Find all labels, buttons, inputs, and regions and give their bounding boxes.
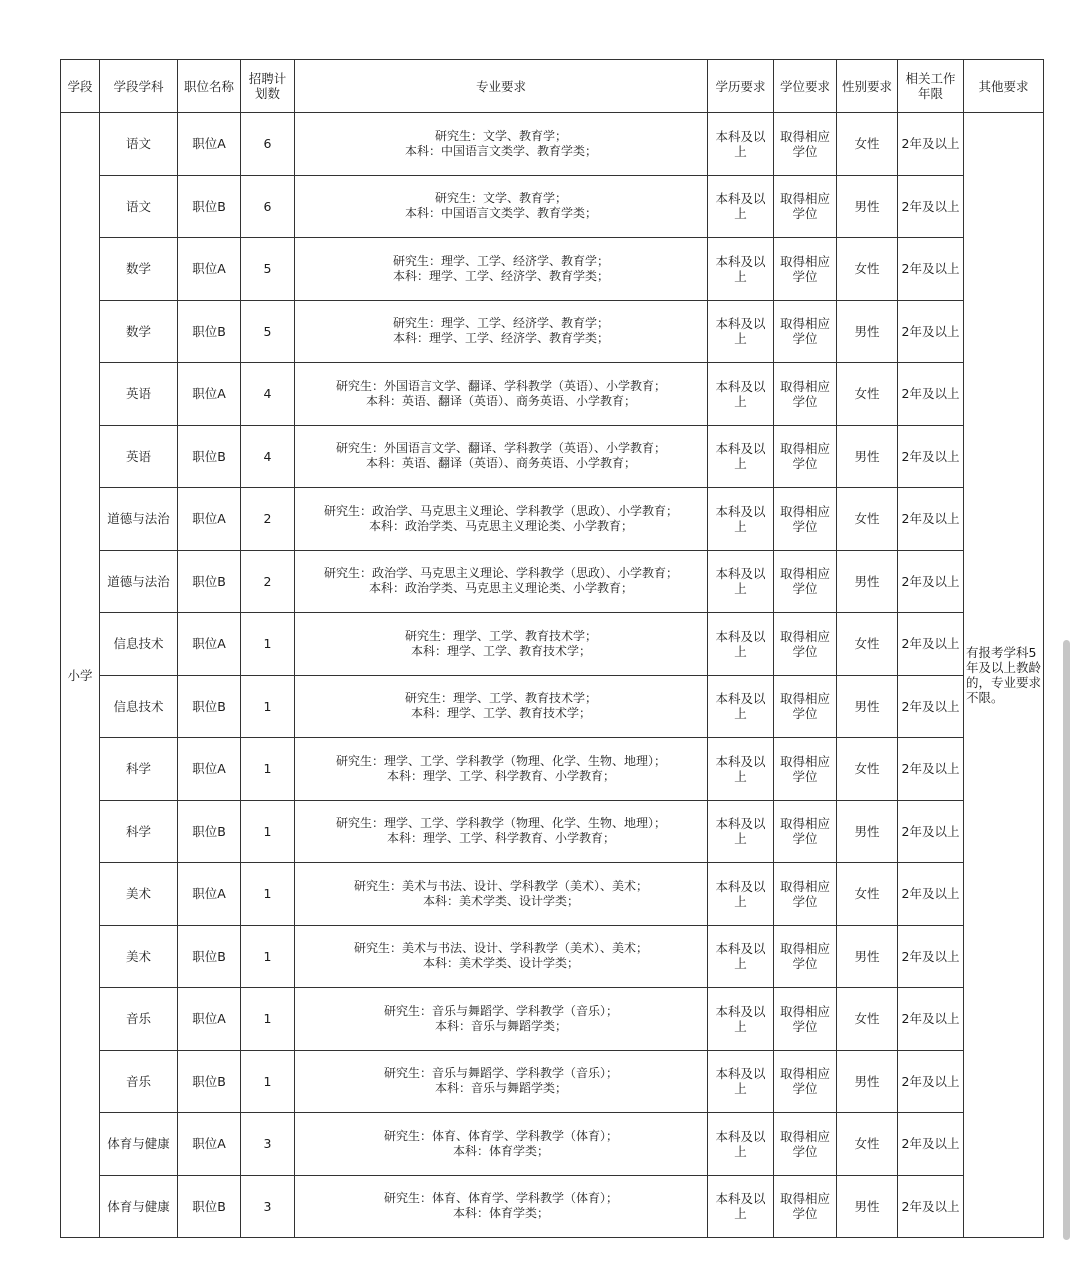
- gender-cell: 男性: [837, 300, 898, 363]
- table-row: [61, 613, 1044, 676]
- education-cell: 本科及以上: [708, 175, 774, 238]
- subject-cell: 科学: [100, 800, 178, 863]
- recruitment-table: [60, 59, 1044, 1238]
- gender-cell: 男性: [837, 1050, 898, 1113]
- experience-cell: 2年及以上: [898, 175, 964, 238]
- degree-cell: 取得相应学位: [774, 488, 837, 551]
- subject-cell: 英语: [100, 425, 178, 488]
- position-cell: 职位B: [178, 175, 241, 238]
- plan-cell: 1: [241, 988, 295, 1051]
- table-row: [61, 988, 1044, 1051]
- table-row: [61, 113, 1044, 176]
- header-gender: 性别要求: [837, 60, 898, 113]
- table-row: [61, 738, 1044, 801]
- experience-cell: 2年及以上: [898, 113, 964, 176]
- subject-cell: 音乐: [100, 988, 178, 1051]
- education-cell: 本科及以上: [708, 113, 774, 176]
- subject-cell: 道德与法治: [100, 550, 178, 613]
- subject-cell: 语文: [100, 175, 178, 238]
- table-row: [61, 425, 1044, 488]
- plan-cell: 5: [241, 300, 295, 363]
- major-graduate-text: 研究生：美术与书法、设计、学科教学（美术）、美术；: [353, 941, 648, 956]
- major-undergraduate-text: 本科：中国语言文类学、教育学类；: [404, 206, 597, 221]
- major-undergraduate-text: 本科：美术学类、设计学类；: [422, 893, 579, 908]
- major-cell: [295, 988, 708, 1051]
- position-cell: 职位A: [178, 113, 241, 176]
- position-cell: 职位A: [178, 363, 241, 426]
- major-graduate-text: 研究生：理学、工学、学科教学（物理、化学、生物、地理）；: [335, 753, 666, 768]
- header-row: [61, 60, 1044, 113]
- degree-cell: 取得相应学位: [774, 675, 837, 738]
- gender-cell: 女性: [837, 863, 898, 926]
- subject-cell: 数学: [100, 238, 178, 301]
- gender-cell: 男性: [837, 925, 898, 988]
- degree-cell: 取得相应学位: [774, 175, 837, 238]
- gender-cell: 女性: [837, 113, 898, 176]
- education-cell: 本科及以上: [708, 363, 774, 426]
- position-cell: 职位B: [178, 1050, 241, 1113]
- subject-cell: 数学: [100, 300, 178, 363]
- major-undergraduate-text: 本科：理学、工学、经济学、教育学类；: [392, 331, 609, 346]
- education-cell: 本科及以上: [708, 1113, 774, 1176]
- major-undergraduate-text: 本科：理学、工学、科学教育、小学教育；: [386, 831, 615, 846]
- major-graduate-text: 研究生：美术与书法、设计、学科教学（美术）、美术；: [353, 878, 648, 893]
- experience-cell: 2年及以上: [898, 238, 964, 301]
- gender-cell: 女性: [837, 1113, 898, 1176]
- degree-cell: 取得相应学位: [774, 113, 837, 176]
- gender-cell: 女性: [837, 363, 898, 426]
- subject-cell: 信息技术: [100, 613, 178, 676]
- experience-cell: 2年及以上: [898, 675, 964, 738]
- degree-cell: 取得相应学位: [774, 738, 837, 801]
- major-cell: [295, 675, 708, 738]
- subject-cell: 信息技术: [100, 675, 178, 738]
- education-cell: 本科及以上: [708, 1175, 774, 1238]
- education-cell: 本科及以上: [708, 488, 774, 551]
- experience-cell: 2年及以上: [898, 613, 964, 676]
- table-row: [61, 1175, 1044, 1238]
- plan-cell: 3: [241, 1175, 295, 1238]
- major-undergraduate-text: 本科：理学、工学、经济学、教育学类；: [392, 268, 609, 283]
- major-cell: [295, 550, 708, 613]
- plan-cell: 6: [241, 113, 295, 176]
- position-cell: 职位B: [178, 1175, 241, 1238]
- experience-cell: 2年及以上: [898, 863, 964, 926]
- major-undergraduate-text: 本科：美术学类、设计学类；: [422, 956, 579, 971]
- major-cell: [295, 863, 708, 926]
- table-row: [61, 300, 1044, 363]
- major-graduate-text: 研究生：理学、工学、教育技术学；: [404, 628, 597, 643]
- major-undergraduate-text: 本科：中国语言文类学、教育学类；: [404, 143, 597, 158]
- table-row: [61, 925, 1044, 988]
- stage-cell: 小学: [61, 113, 100, 1238]
- experience-cell: 2年及以上: [898, 550, 964, 613]
- position-cell: 职位A: [178, 738, 241, 801]
- degree-cell: 取得相应学位: [774, 425, 837, 488]
- education-cell: 本科及以上: [708, 988, 774, 1051]
- table-body: [61, 113, 1044, 1238]
- degree-cell: 取得相应学位: [774, 550, 837, 613]
- table-row: [61, 1113, 1044, 1176]
- table-row: [61, 363, 1044, 426]
- major-cell: [295, 425, 708, 488]
- major-undergraduate-text: 本科：体育学类；: [452, 1143, 549, 1158]
- degree-cell: 取得相应学位: [774, 613, 837, 676]
- experience-cell: 2年及以上: [898, 363, 964, 426]
- major-undergraduate-text: 本科：体育学类；: [452, 1206, 549, 1221]
- major-graduate-text: 研究生：音乐与舞蹈学、学科教学（音乐）；: [383, 1003, 618, 1018]
- gender-cell: 男性: [837, 1175, 898, 1238]
- major-cell: [295, 363, 708, 426]
- degree-cell: 取得相应学位: [774, 863, 837, 926]
- major-graduate-text: 研究生：政治学、马克思主义理论、学科教学（思政）、小学教育；: [323, 503, 678, 518]
- major-undergraduate-text: 本科：英语、翻译（英语）、商务英语、小学教育；: [365, 393, 636, 408]
- degree-cell: 取得相应学位: [774, 300, 837, 363]
- experience-cell: 2年及以上: [898, 488, 964, 551]
- plan-cell: 1: [241, 738, 295, 801]
- plan-cell: 4: [241, 363, 295, 426]
- experience-cell: 2年及以上: [898, 925, 964, 988]
- major-cell: [295, 488, 708, 551]
- degree-cell: 取得相应学位: [774, 1175, 837, 1238]
- table-row: [61, 1050, 1044, 1113]
- plan-cell: 1: [241, 1050, 295, 1113]
- education-cell: 本科及以上: [708, 738, 774, 801]
- subject-cell: 美术: [100, 863, 178, 926]
- major-undergraduate-text: 本科：理学、工学、科学教育、小学教育；: [386, 768, 615, 783]
- major-undergraduate-text: 本科：音乐与舞蹈学类；: [434, 1018, 567, 1033]
- position-cell: 职位B: [178, 800, 241, 863]
- gender-cell: 女性: [837, 488, 898, 551]
- gender-cell: 女性: [837, 613, 898, 676]
- major-cell: [295, 738, 708, 801]
- major-graduate-text: 研究生：政治学、马克思主义理论、学科教学（思政）、小学教育；: [323, 566, 678, 581]
- position-cell: 职位B: [178, 550, 241, 613]
- major-cell: [295, 238, 708, 301]
- major-graduate-text: 研究生：文学、教育学；: [434, 128, 567, 143]
- major-cell: [295, 1050, 708, 1113]
- plan-cell: 2: [241, 488, 295, 551]
- plan-cell: 2: [241, 550, 295, 613]
- position-cell: 职位A: [178, 613, 241, 676]
- experience-cell: 2年及以上: [898, 425, 964, 488]
- vertical-scrollbar[interactable]: [1063, 640, 1070, 1240]
- header-position: 职位名称: [178, 60, 241, 113]
- major-undergraduate-text: 本科：音乐与舞蹈学类；: [434, 1081, 567, 1096]
- major-cell: [295, 613, 708, 676]
- gender-cell: 男性: [837, 550, 898, 613]
- experience-cell: 2年及以上: [898, 1050, 964, 1113]
- experience-cell: 2年及以上: [898, 1175, 964, 1238]
- position-cell: 职位B: [178, 425, 241, 488]
- gender-cell: 女性: [837, 988, 898, 1051]
- position-cell: 职位B: [178, 675, 241, 738]
- subject-cell: 美术: [100, 925, 178, 988]
- degree-cell: 取得相应学位: [774, 363, 837, 426]
- subject-cell: 科学: [100, 738, 178, 801]
- gender-cell: 女性: [837, 738, 898, 801]
- major-graduate-text: 研究生：体育、体育学、学科教学（体育）；: [383, 1191, 618, 1206]
- gender-cell: 男性: [837, 800, 898, 863]
- header-stage: 学段: [61, 60, 100, 113]
- major-cell: [295, 925, 708, 988]
- subject-cell: 道德与法治: [100, 488, 178, 551]
- major-cell: [295, 175, 708, 238]
- plan-cell: 1: [241, 925, 295, 988]
- gender-cell: 男性: [837, 675, 898, 738]
- major-graduate-text: 研究生：理学、工学、经济学、教育学；: [392, 253, 609, 268]
- table-row: [61, 550, 1044, 613]
- education-cell: 本科及以上: [708, 800, 774, 863]
- experience-cell: 2年及以上: [898, 800, 964, 863]
- other-requirement-cell: 有报考学科5年及以上教龄的，专业要求不限。: [964, 113, 1044, 1238]
- major-cell: [295, 1175, 708, 1238]
- degree-cell: 取得相应学位: [774, 238, 837, 301]
- header-degree: 学位要求: [774, 60, 837, 113]
- major-undergraduate-text: 本科：政治学类、马克思主义理论类、小学教育；: [368, 518, 633, 533]
- major-graduate-text: 研究生：音乐与舞蹈学、学科教学（音乐）；: [383, 1066, 618, 1081]
- plan-cell: 1: [241, 675, 295, 738]
- plan-cell: 1: [241, 863, 295, 926]
- major-cell: [295, 113, 708, 176]
- table-row: [61, 800, 1044, 863]
- position-cell: 职位B: [178, 925, 241, 988]
- education-cell: 本科及以上: [708, 613, 774, 676]
- header-experience: 相关工作年限: [898, 60, 964, 113]
- major-undergraduate-text: 本科：理学、工学、教育技术学；: [410, 643, 591, 658]
- major-undergraduate-text: 本科：政治学类、马克思主义理论类、小学教育；: [368, 581, 633, 596]
- major-graduate-text: 研究生：理学、工学、经济学、教育学；: [392, 316, 609, 331]
- table-row: [61, 175, 1044, 238]
- subject-cell: 体育与健康: [100, 1175, 178, 1238]
- subject-cell: 体育与健康: [100, 1113, 178, 1176]
- position-cell: 职位A: [178, 1113, 241, 1176]
- experience-cell: 2年及以上: [898, 988, 964, 1051]
- subject-cell: 英语: [100, 363, 178, 426]
- subject-cell: 音乐: [100, 1050, 178, 1113]
- gender-cell: 女性: [837, 238, 898, 301]
- position-cell: 职位A: [178, 988, 241, 1051]
- plan-cell: 1: [241, 800, 295, 863]
- major-graduate-text: 研究生：外国语言文学、翻译、学科教学（英语）、小学教育；: [335, 441, 666, 456]
- plan-cell: 4: [241, 425, 295, 488]
- degree-cell: 取得相应学位: [774, 1113, 837, 1176]
- major-graduate-text: 研究生：体育、体育学、学科教学（体育）；: [383, 1128, 618, 1143]
- degree-cell: 取得相应学位: [774, 925, 837, 988]
- position-cell: 职位A: [178, 488, 241, 551]
- major-graduate-text: 研究生：理学、工学、教育技术学；: [404, 691, 597, 706]
- position-cell: 职位B: [178, 300, 241, 363]
- header-plan: 招聘计划数: [241, 60, 295, 113]
- subject-cell: 语文: [100, 113, 178, 176]
- gender-cell: 男性: [837, 175, 898, 238]
- gender-cell: 男性: [837, 425, 898, 488]
- table-row: [61, 488, 1044, 551]
- major-undergraduate-text: 本科：英语、翻译（英语）、商务英语、小学教育；: [365, 456, 636, 471]
- table-row: [61, 675, 1044, 738]
- major-graduate-text: 研究生：外国语言文学、翻译、学科教学（英语）、小学教育；: [335, 378, 666, 393]
- header-other: 其他要求: [964, 60, 1044, 113]
- major-graduate-text: 研究生：文学、教育学；: [434, 191, 567, 206]
- table-row: [61, 238, 1044, 301]
- major-undergraduate-text: 本科：理学、工学、教育技术学；: [410, 706, 591, 721]
- degree-cell: 取得相应学位: [774, 800, 837, 863]
- education-cell: 本科及以上: [708, 425, 774, 488]
- education-cell: 本科及以上: [708, 550, 774, 613]
- education-cell: 本科及以上: [708, 863, 774, 926]
- major-graduate-text: 研究生：理学、工学、学科教学（物理、化学、生物、地理）；: [335, 816, 666, 831]
- plan-cell: 3: [241, 1113, 295, 1176]
- header-education: 学历要求: [708, 60, 774, 113]
- experience-cell: 2年及以上: [898, 1113, 964, 1176]
- major-cell: [295, 1113, 708, 1176]
- major-cell: [295, 300, 708, 363]
- education-cell: 本科及以上: [708, 675, 774, 738]
- experience-cell: 2年及以上: [898, 738, 964, 801]
- header-subject: 学段学科: [100, 60, 178, 113]
- education-cell: 本科及以上: [708, 300, 774, 363]
- education-cell: 本科及以上: [708, 238, 774, 301]
- degree-cell: 取得相应学位: [774, 988, 837, 1051]
- education-cell: 本科及以上: [708, 925, 774, 988]
- plan-cell: 1: [241, 613, 295, 676]
- degree-cell: 取得相应学位: [774, 1050, 837, 1113]
- education-cell: 本科及以上: [708, 1050, 774, 1113]
- header-major: 专业要求: [295, 60, 708, 113]
- position-cell: 职位A: [178, 238, 241, 301]
- table-row: [61, 863, 1044, 926]
- position-cell: 职位A: [178, 863, 241, 926]
- plan-cell: 5: [241, 238, 295, 301]
- major-cell: [295, 800, 708, 863]
- plan-cell: 6: [241, 175, 295, 238]
- experience-cell: 2年及以上: [898, 300, 964, 363]
